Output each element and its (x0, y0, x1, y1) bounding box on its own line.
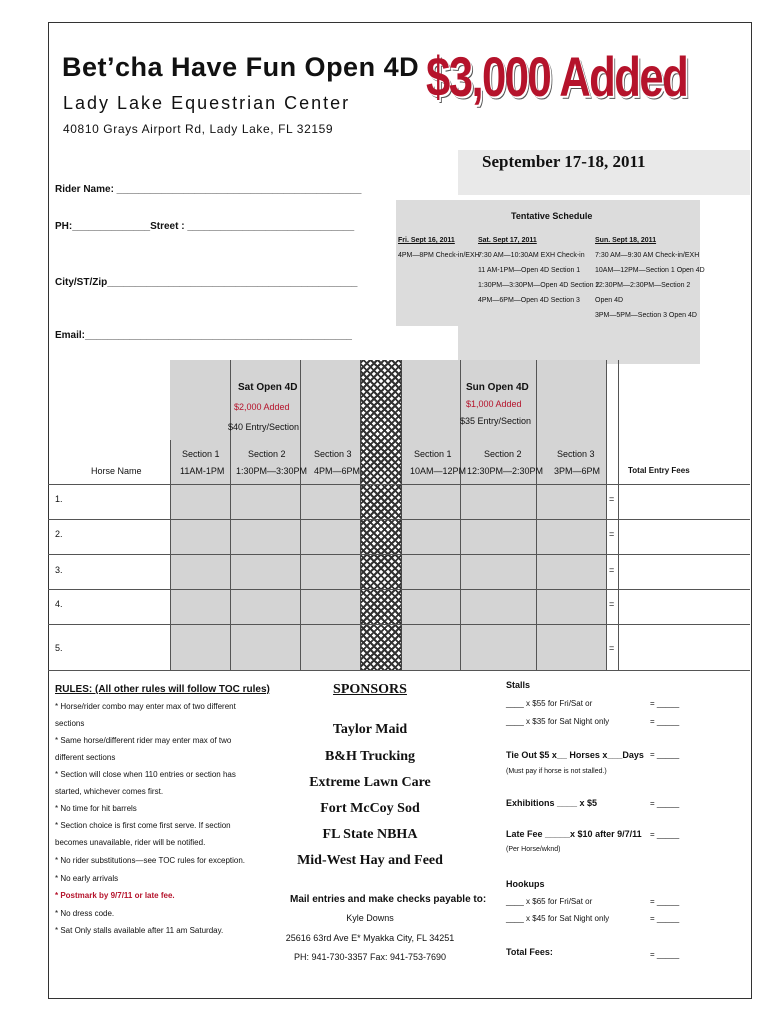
section-time: 1:30PM—3:30PM (236, 466, 308, 476)
section-time: 4PM—6PM (314, 466, 361, 476)
contact-name: Kyle Downs (346, 913, 394, 923)
row-equals: = (609, 529, 615, 539)
rule-line: * No dress code. (55, 909, 115, 918)
fee-blank[interactable]: = _____ (650, 897, 680, 906)
sponsor-name: Extreme Lawn Care (309, 775, 431, 790)
schedule-day-heading: Sat. Sept 17, 2011 (478, 237, 537, 244)
rule-line: started, whichever comes first. (55, 787, 164, 796)
sponsor-name: B&H Trucking (324, 749, 416, 764)
schedule-line: 12:30PM—2:30PM—Section 2 (595, 282, 691, 289)
stalls-label: Stalls (506, 680, 531, 690)
rule-line: * Same horse/different rider may enter max of two (55, 736, 232, 745)
total-fees-label: Total Fees: (506, 947, 553, 957)
hookup-sat-night[interactable]: ____ x $45 for Sat Night only (506, 914, 610, 923)
sponsors-title: SPONSORS (333, 682, 407, 697)
rule-line: becomes unavailable, rider will be notified. (55, 838, 206, 847)
rules-title: RULES: (All other rules will follow TOC rules) (55, 684, 270, 695)
table-row[interactable]: 3. (55, 565, 63, 575)
rule-postmark: * Postmark by 9/7/11 or late fee. (55, 891, 175, 900)
sun-entry-bg (400, 484, 606, 670)
fee-blank[interactable]: = _____ (650, 699, 680, 708)
section-name: Section 2 (484, 449, 522, 459)
table-row[interactable]: 1. (55, 494, 63, 504)
payable-to: Mail entries and make checks payable to: (290, 894, 487, 905)
row-equals: = (609, 599, 615, 609)
row-equals: = (609, 565, 615, 575)
venue-address: 40810 Grays Airport Rd, Lady Lake, FL 32159 (63, 122, 334, 136)
fee-blank[interactable]: = _____ (650, 750, 680, 759)
sponsor-name: Fort McCoy Sod (320, 801, 420, 816)
sun-open-title: Sun Open 4D (466, 382, 529, 393)
section-name: Section 1 (414, 449, 452, 459)
event-title: Bet’cha Have Fun Open 4D (62, 52, 420, 82)
sponsor-name: FL State NBHA (322, 827, 418, 842)
schedule-line: Open 4D (595, 297, 624, 304)
schedule-line: 4PM—6PM—Open 4D Section 3 (478, 297, 580, 304)
total-fees-blank[interactable]: = _____ (650, 950, 680, 959)
fee-blank[interactable]: = _____ (650, 830, 680, 839)
sponsor-name: Taylor Maid (332, 722, 408, 737)
section-name: Section 1 (182, 449, 220, 459)
table-row[interactable]: 2. (55, 529, 63, 539)
schedule-line: 10AM—12PM—Section 1 Open 4D (595, 267, 705, 274)
tie-out-fee[interactable]: Tie Out $5 x__ Horses x___Days (506, 750, 644, 760)
total-entry-fees-header: Total Entry Fees (628, 466, 690, 475)
rule-line: different sections (55, 753, 116, 762)
table-row[interactable]: 5. (55, 643, 63, 653)
contact-address: 25616 63rd Ave E* Myakka City, FL 34251 (285, 933, 455, 943)
hookup-fri-sat[interactable]: ____ x $65 for Fri/Sat or (506, 897, 593, 906)
section-time: 12:30PM—2:30PM (467, 466, 544, 476)
added-money-banner: $3,000 Added (426, 45, 688, 108)
rule-line: * No rider substitutions—see TOC rules for exception. (55, 856, 246, 865)
late-fee[interactable]: Late Fee _____x $10 after 9/7/11 (506, 829, 642, 839)
schedule-line: 4PM—8PM Check-in/EXH (398, 252, 480, 259)
schedule-title: Tentative Schedule (511, 211, 593, 221)
sponsor-name: Mid-West Hay and Feed (297, 853, 443, 868)
sun-added: $1,000 Added (466, 399, 522, 409)
hookups-label: Hookups (506, 879, 545, 889)
schedule-box-extension (458, 326, 700, 364)
rule-line: * No time for hit barrels (55, 804, 137, 813)
schedule-line: 1:30PM—3:30PM—Open 4D Section 2 (478, 282, 600, 289)
section-name: Section 2 (248, 449, 286, 459)
section-name: Section 3 (314, 449, 352, 459)
tie-out-note: (Must pay if horse is not stalled.) (506, 768, 607, 775)
event-date: September 17-18, 2011 (482, 152, 646, 171)
contact-phone: PH: 941-730-3357 Fax: 941-753-7690 (293, 952, 447, 962)
schedule-day-heading: Sun. Sept 18, 2011 (595, 237, 657, 244)
section-name: Section 3 (557, 449, 595, 459)
sun-entry-fee: $35 Entry/Section (460, 416, 532, 426)
section-time: 10AM—12PM (410, 466, 467, 476)
rule-line: * Horse/rider combo may enter max of two different (55, 702, 236, 711)
section-time: 11AM-1PM (180, 466, 225, 476)
rule-line: * Section choice is first come first serve. If section (55, 821, 231, 830)
row-equals: = (609, 643, 615, 653)
horse-name-header: Horse Name (91, 466, 142, 476)
rule-line: sections (55, 719, 85, 728)
schedule-line: 11 AM-1PM—Open 4D Section 1 (478, 267, 581, 274)
schedule-line: 7:30 AM—9:30 AM Check-in/EXH (595, 252, 700, 259)
stall-fri-sat[interactable]: ____ x $55 for Fri/Sat or (506, 699, 593, 708)
fee-blank[interactable]: = _____ (650, 914, 680, 923)
rule-line: * Section will close when 110 entries or section has (55, 770, 236, 779)
rule-line: * No early arrivals (55, 874, 119, 883)
sat-added: $2,000 Added (234, 402, 290, 412)
rule-line: * Sat Only stalls available after 11 am Saturday. (55, 926, 224, 935)
email-field[interactable]: Email:________________________________________________ (55, 330, 352, 341)
sat-entry-bg (170, 484, 360, 670)
table-row[interactable]: 4. (55, 599, 63, 609)
rider-name-field[interactable]: Rider Name: ____________________________________________ (55, 184, 362, 195)
exhibitions-fee[interactable]: Exhibitions ____ x $5 (506, 798, 598, 808)
sat-entry-fee: $40 Entry/Section (228, 422, 300, 432)
sat-open-title: Sat Open 4D (238, 382, 298, 393)
schedule-day-heading: Fri. Sept 16, 2011 (398, 237, 455, 244)
schedule-line: 3PM—5PM—Section 3 Open 4D (595, 312, 697, 319)
stall-sat-night[interactable]: ____ x $35 for Sat Night only (506, 717, 610, 726)
schedule-line: 7:30 AM—10:30AM EXH Check-in (478, 252, 585, 259)
section-time: 3PM—6PM (554, 466, 601, 476)
venue-name: Lady Lake Equestrian Center (63, 93, 351, 113)
fee-blank[interactable]: = _____ (650, 799, 680, 808)
row-equals: = (609, 494, 615, 504)
city-state-zip-field[interactable]: City/ST/Zip_____________________________________________ (55, 277, 358, 288)
fee-blank[interactable]: = _____ (650, 717, 680, 726)
late-fee-note: (Per Horse/wknd) (506, 846, 561, 853)
phone-street-field[interactable]: PH:______________Street : ______________________________ (55, 221, 355, 232)
